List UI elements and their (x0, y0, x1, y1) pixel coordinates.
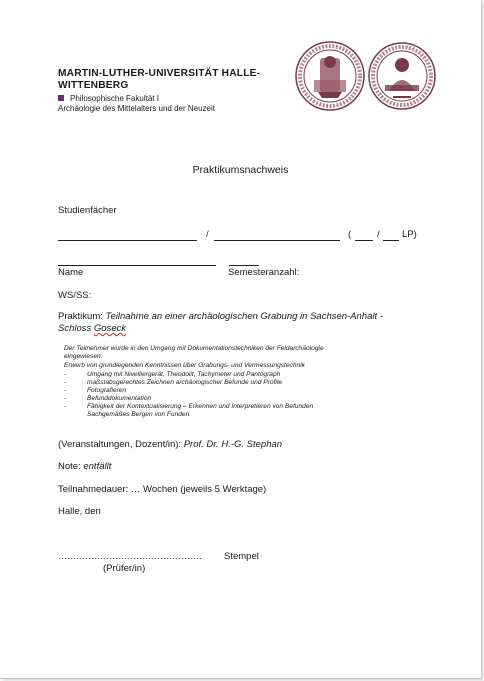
wsss-label: WS/SS: (58, 290, 92, 301)
lp1-line[interactable] (355, 240, 373, 241)
lp-slash: / (377, 229, 380, 240)
list-item: - Fähigkeit der Kontextualisierung – Erkennen und Interpretieren von Befunden (64, 403, 314, 411)
faculty-square-icon (58, 95, 64, 101)
list-item: - Befunddokumentation (64, 395, 152, 403)
page-title: Praktikumsnachweis (192, 164, 289, 176)
university-name: MARTIN-LUTHER-UNIVERSITÄT HALLE- WITTENBERG (58, 68, 261, 91)
lp-open: ( (348, 229, 352, 240)
university-seal-right-icon (367, 41, 437, 111)
veranstaltungen-label: (Veranstaltungen, Dozent/in): (58, 439, 182, 450)
description-intro-3: Erwerb von grundlegenden Kenntnissen über Grabungs- und Vermessungstechnik (64, 362, 305, 369)
studienfach1-line[interactable] (58, 240, 197, 241)
list-item: - Umgang mit Nivelliergerät, Theodolit, Tachymeter und Pantograph (64, 371, 281, 378)
semester-label: Semesteranzahl: (228, 267, 300, 278)
praktikum-line1 (58, 311, 383, 322)
faculty-block (58, 94, 215, 114)
department-name: Archäologie des Mittelalters und der Neuzeit (58, 104, 215, 113)
veranstaltungen-row (58, 439, 282, 450)
lp2-line[interactable] (383, 240, 399, 241)
note-label: Note: (58, 461, 81, 472)
ort-datum-label: Halle, den (58, 506, 101, 517)
description-intro-1: Der Teilnehmer wurde in den Umgang mit Dokumentationstechniken der Feldarchäologie (64, 345, 324, 352)
semester-line[interactable] (229, 265, 259, 266)
skills-list (64, 371, 384, 420)
name-line[interactable] (58, 265, 216, 266)
stempel-label: Stempel (224, 551, 259, 562)
description-intro-2: eingewiesen: (64, 353, 103, 360)
pruefer-label: (Prüfer/in) (103, 563, 146, 574)
signature-dots[interactable]: ………………………………………… (58, 551, 202, 562)
studienfach2-line[interactable] (214, 240, 340, 241)
teilnahmedauer-row: Teilnahmedauer: … Wochen (jeweils 5 Werktage) (58, 484, 267, 495)
praktikum-label: Praktikum: (58, 311, 103, 322)
praktikum-title-2a: Schloss (58, 323, 94, 334)
praktikum-title-2b: Goseck (93, 323, 127, 334)
list-item: - maßstabsgerechtes Zeichnen archäologischer Befunde und Profile (64, 379, 282, 387)
note-row (58, 461, 111, 472)
dozent-value: Prof. Dr. H.-G. Stephan (183, 439, 283, 450)
list-item: Sachgemäßes Bergen von Funden (87, 411, 190, 419)
lp-close: LP) (402, 229, 417, 240)
faculty-name: Philosophische Fakultät I (70, 94, 159, 103)
studienfaecher-label: Studienfächer (58, 205, 117, 216)
name-label: Name (58, 267, 84, 278)
praktikum-title-1: Teilnahme an einer archäologischen Grabung in Sachsen-Anhalt - (105, 311, 383, 322)
praktikum-line2 (58, 323, 126, 334)
university-seal-left-icon (294, 40, 366, 112)
slash-separator: / (206, 229, 209, 240)
note-value: entfällt (83, 461, 112, 472)
list-item: - Fotografieren (64, 387, 127, 395)
